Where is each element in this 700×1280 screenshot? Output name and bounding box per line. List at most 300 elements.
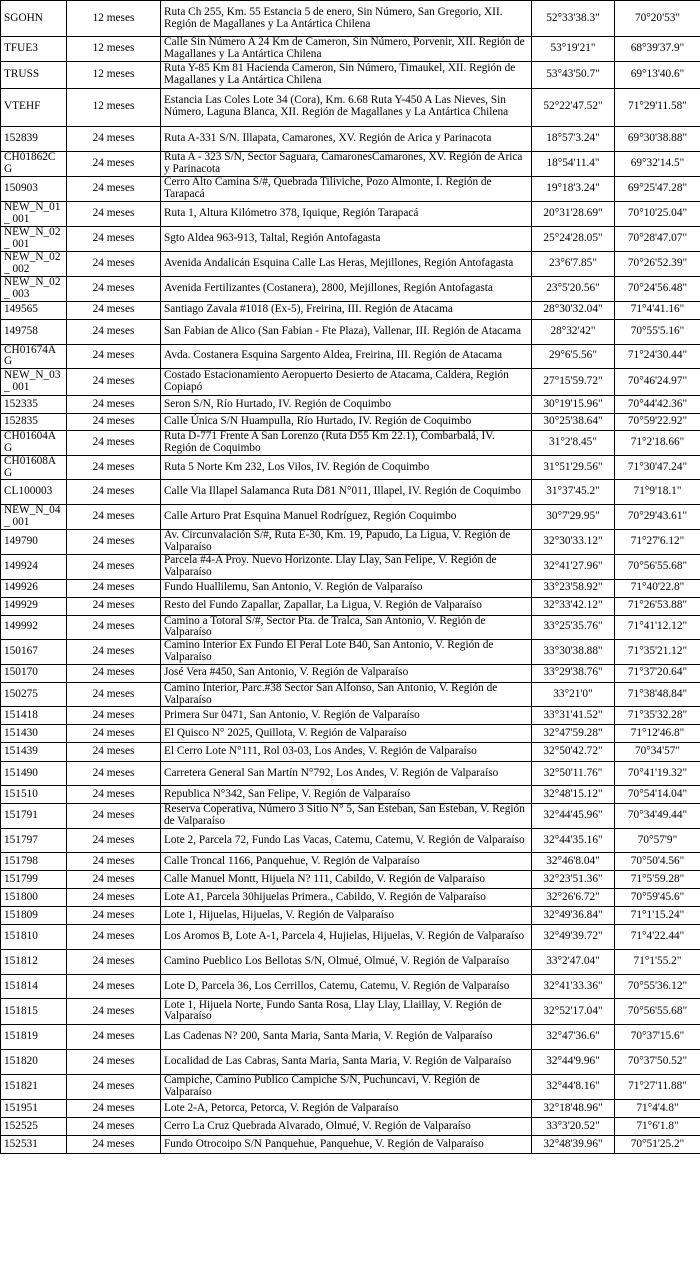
term-cell: 24 meses xyxy=(67,725,161,743)
site-code-cell: NEW_N_01_ 001 xyxy=(1,201,67,226)
latitude-cell: 32°18'48.96" xyxy=(532,1099,615,1117)
term-cell: 24 meses xyxy=(67,1135,161,1153)
address-cell: Parcela #4-A Proy. Nuevo Horizonte. Llay Llay, San Felipe, V. Región de Valparaíso xyxy=(161,554,532,579)
address-cell: Las Cadenas N? 200, Santa Maria, Santa Maria, V. Región de Valparaíso xyxy=(161,1024,532,1049)
site-code-cell: 151797 xyxy=(1,828,67,852)
longitude-cell: 71°24'30.44" xyxy=(615,344,700,369)
longitude-cell: 70°59'22.92" xyxy=(615,414,700,431)
longitude-cell: 70°54'14.04" xyxy=(615,786,700,804)
longitude-cell: 71°4'4.8" xyxy=(615,1099,700,1117)
term-cell: 24 meses xyxy=(67,707,161,725)
latitude-cell: 30°25'38.64" xyxy=(532,414,615,431)
latitude-cell: 33°30'38.88" xyxy=(532,640,615,665)
longitude-cell: 69°30'38.88" xyxy=(615,126,700,151)
term-cell: 24 meses xyxy=(67,852,161,870)
address-cell: Fundo Otrocoipo S/N Panquehue, Panquehue, V. Región de Valparaíso xyxy=(161,1135,532,1153)
table-row xyxy=(1,505,700,530)
longitude-cell: 70°29'43.61" xyxy=(615,505,700,530)
table-row xyxy=(1,615,700,640)
site-code-cell: CH01604AG xyxy=(1,431,67,456)
term-cell: 24 meses xyxy=(67,151,161,176)
latitude-cell: 52°22'47.52" xyxy=(532,88,615,126)
site-code-cell: 150170 xyxy=(1,664,67,682)
longitude-cell: 71°29'11.58" xyxy=(615,88,700,126)
latitude-cell: 32°41'33.36" xyxy=(532,974,615,998)
longitude-cell: 70°55'36.12" xyxy=(615,974,700,998)
address-cell: San Fabian de Alico (San Fabian - Fte Plaza), Vallenar, III. Región de Atacama xyxy=(161,319,532,344)
site-code-cell: NEW_N_02_ 003 xyxy=(1,276,67,301)
address-cell: Calle Manuel Montt, Hijuela N? 111, Cabildo, V. Región de Valparaíso xyxy=(161,870,532,888)
site-code-cell: 149926 xyxy=(1,579,67,597)
site-code-cell: NEW_N_04_ 001 xyxy=(1,505,67,530)
site-code-cell: VTEHF xyxy=(1,88,67,126)
longitude-cell: 69°13'40.6" xyxy=(615,61,700,88)
site-code-cell: CH01862CG xyxy=(1,151,67,176)
latitude-cell: 32°48'15.12" xyxy=(532,786,615,804)
longitude-cell: 68°39'37.9" xyxy=(615,37,700,62)
term-cell: 12 meses xyxy=(67,88,161,126)
table-row xyxy=(1,1099,700,1117)
address-cell: Santiago Zavala #1018 (Ex-5), Freirina, III. Región de Atacama xyxy=(161,301,532,319)
term-cell: 24 meses xyxy=(67,251,161,276)
latitude-cell: 32°49'36.84" xyxy=(532,906,615,924)
longitude-cell: 71°35'21.12" xyxy=(615,640,700,665)
term-cell: 24 meses xyxy=(67,786,161,804)
table-row xyxy=(1,888,700,906)
table-row xyxy=(1,151,700,176)
term-cell: 24 meses xyxy=(67,924,161,949)
table-row xyxy=(1,974,700,998)
latitude-cell: 30°7'29.95" xyxy=(532,505,615,530)
term-cell: 24 meses xyxy=(67,906,161,924)
latitude-cell: 33°29'38.76" xyxy=(532,664,615,682)
address-cell: El Cerro Lote N°111, Rol 03-03, Los Andes, V. Región de Valparaíso xyxy=(161,743,532,762)
address-cell: Camino Pueblico Los Bellotas S/N, Olmué, Olmué, V. Región de Valparaíso xyxy=(161,949,532,974)
table-row xyxy=(1,828,700,852)
latitude-cell: 32°47'59.28" xyxy=(532,725,615,743)
table-row xyxy=(1,664,700,682)
table-row xyxy=(1,804,700,829)
longitude-cell: 70°51'25.2" xyxy=(615,1135,700,1153)
latitude-cell: 32°49'39.72" xyxy=(532,924,615,949)
term-cell: 24 meses xyxy=(67,554,161,579)
table-row xyxy=(1,998,700,1024)
term-cell: 24 meses xyxy=(67,505,161,530)
longitude-cell: 70°50'4.56" xyxy=(615,852,700,870)
longitude-cell: 71°26'53.88" xyxy=(615,597,700,615)
site-code-cell: 151812 xyxy=(1,949,67,974)
latitude-cell: 32°48'39.96" xyxy=(532,1135,615,1153)
site-code-cell: 151510 xyxy=(1,786,67,804)
table-row xyxy=(1,786,700,804)
table-row xyxy=(1,201,700,226)
address-cell: Localidad de Las Cabras, Santa Maria, Santa Maria, V. Región de Valparaíso xyxy=(161,1049,532,1074)
address-cell: Calle Via Illapel Salamanca Ruta D81 N°011, Illapel, IV. Región de Coquimbo xyxy=(161,480,532,505)
term-cell: 24 meses xyxy=(67,1099,161,1117)
site-code-cell: 151798 xyxy=(1,852,67,870)
table-row xyxy=(1,88,700,126)
address-cell: Lote 1, Hijuelas, Hijuelas, V. Región de Valparaíso xyxy=(161,906,532,924)
table-row xyxy=(1,924,700,949)
longitude-cell: 70°46'24.97" xyxy=(615,369,700,396)
table-row xyxy=(1,1117,700,1135)
latitude-cell: 32°26'6.72" xyxy=(532,888,615,906)
address-cell: Carretera General San Martín N°792, Los Andes, V. Región de Valparaíso xyxy=(161,762,532,786)
term-cell: 24 meses xyxy=(67,949,161,974)
site-code-cell: 151490 xyxy=(1,762,67,786)
table-row xyxy=(1,682,700,707)
longitude-cell: 71°35'32.28" xyxy=(615,707,700,725)
site-code-cell: 152531 xyxy=(1,1135,67,1153)
term-cell: 24 meses xyxy=(67,226,161,251)
address-cell: Ruta A - 323 S/N, Sector Saguara, CamaronesCamarones, XV. Región de Arica y Parinacota xyxy=(161,151,532,176)
table-row xyxy=(1,61,700,88)
term-cell: 24 meses xyxy=(67,998,161,1024)
site-code-cell: 151821 xyxy=(1,1074,67,1099)
site-code-cell: 151815 xyxy=(1,998,67,1024)
site-code-cell: 151820 xyxy=(1,1049,67,1074)
longitude-cell: 70°37'15.6" xyxy=(615,1024,700,1049)
latitude-cell: 28°30'32.04" xyxy=(532,301,615,319)
address-cell: Cerro Alto Camina S/#, Quebrada Tiliviche, Pozo Almonte, I. Región de Tarapacá xyxy=(161,176,532,201)
term-cell: 24 meses xyxy=(67,414,161,431)
latitude-cell: 32°41'27.96" xyxy=(532,554,615,579)
latitude-cell: 31°51'29.56" xyxy=(532,455,615,480)
address-cell: Cerro La Cruz Quebrada Alvarado, Olmué, V. Región de Valparaíso xyxy=(161,1117,532,1135)
longitude-cell: 71°40'22.8" xyxy=(615,579,700,597)
site-code-cell: 149565 xyxy=(1,301,67,319)
latitude-cell: 23°6'7.85" xyxy=(532,251,615,276)
latitude-cell: 32°33'42.12" xyxy=(532,597,615,615)
table-row xyxy=(1,640,700,665)
longitude-cell: 71°38'48.84" xyxy=(615,682,700,707)
address-cell: Ruta 1, Altura Kilómetro 378, Iquique, Región Tarapacá xyxy=(161,201,532,226)
address-cell: Seron S/N, Río Hurtado, IV. Región de Coquimbo xyxy=(161,396,532,414)
site-code-cell: SGOHN xyxy=(1,1,67,37)
table-row xyxy=(1,554,700,579)
latitude-cell: 32°23'51.36" xyxy=(532,870,615,888)
latitude-cell: 20°31'28.69" xyxy=(532,201,615,226)
latitude-cell: 30°19'15.96" xyxy=(532,396,615,414)
term-cell: 24 meses xyxy=(67,762,161,786)
term-cell: 24 meses xyxy=(67,888,161,906)
term-cell: 24 meses xyxy=(67,201,161,226)
latitude-cell: 28°32'42" xyxy=(532,319,615,344)
table-row xyxy=(1,301,700,319)
table-row xyxy=(1,1074,700,1099)
address-cell: Primera Sur 0471, San Antonio, V. Región de Valparaíso xyxy=(161,707,532,725)
longitude-cell: 71°4'41.16" xyxy=(615,301,700,319)
longitude-cell: 70°41'19.32" xyxy=(615,762,700,786)
term-cell: 24 meses xyxy=(67,870,161,888)
term-cell: 24 meses xyxy=(67,431,161,456)
longitude-cell: 70°56'55.68" xyxy=(615,998,700,1024)
longitude-cell: 71°41'12.12" xyxy=(615,615,700,640)
longitude-cell: 70°59'45.6" xyxy=(615,888,700,906)
longitude-cell: 70°28'47.07" xyxy=(615,226,700,251)
term-cell: 24 meses xyxy=(67,126,161,151)
address-cell: El Quisco N° 2025, Quillota, V. Región de Valparaíso xyxy=(161,725,532,743)
site-code-cell: NEW_N_03_ 001 xyxy=(1,369,67,396)
latitude-cell: 19°18'3.24" xyxy=(532,176,615,201)
address-cell: Calle Troncal 1166, Panquehue, V. Región de Valparaíso xyxy=(161,852,532,870)
term-cell: 24 meses xyxy=(67,640,161,665)
table-row xyxy=(1,251,700,276)
latitude-cell: 32°50'11.76" xyxy=(532,762,615,786)
address-cell: Avda. Costanera Esquina Sargento Aldea, Freirina, III. Región de Atacama xyxy=(161,344,532,369)
table-row xyxy=(1,176,700,201)
site-code-cell: 150903 xyxy=(1,176,67,201)
term-cell: 24 meses xyxy=(67,828,161,852)
site-code-cell: 152835 xyxy=(1,414,67,431)
table-row xyxy=(1,344,700,369)
longitude-cell: 71°27'11.88" xyxy=(615,1074,700,1099)
term-cell: 24 meses xyxy=(67,743,161,762)
address-cell: Resto del Fundo Zapallar, Zapallar, La Ligua, V. Región de Valparaíso xyxy=(161,597,532,615)
address-cell: Los Aromos B, Lote A-1, Parcela 4, Hujielas, Hijuelas, V. Región de Valparaíso xyxy=(161,924,532,949)
longitude-cell: 70°24'56.48" xyxy=(615,276,700,301)
term-cell: 12 meses xyxy=(67,37,161,62)
term-cell: 24 meses xyxy=(67,579,161,597)
term-cell: 24 meses xyxy=(67,615,161,640)
latitude-cell: 33°2'47.04" xyxy=(532,949,615,974)
latitude-cell: 18°57'3.24" xyxy=(532,126,615,151)
table-row xyxy=(1,1024,700,1049)
term-cell: 24 meses xyxy=(67,1074,161,1099)
site-code-cell: CL100003 xyxy=(1,480,67,505)
table-row xyxy=(1,579,700,597)
latitude-cell: 23°5'20.56" xyxy=(532,276,615,301)
table-row xyxy=(1,126,700,151)
latitude-cell: 53°43'50.7" xyxy=(532,61,615,88)
table-row xyxy=(1,1135,700,1153)
longitude-cell: 71°6'1.8" xyxy=(615,1117,700,1135)
term-cell: 24 meses xyxy=(67,974,161,998)
site-code-cell: NEW_N_02_ 002 xyxy=(1,251,67,276)
address-cell: Camino a Totoral S/#, Sector Pta. de Tralca, San Antonio, V. Región de Valparaíso xyxy=(161,615,532,640)
site-code-cell: 151800 xyxy=(1,888,67,906)
site-code-cell: CH01674AG xyxy=(1,344,67,369)
address-cell: Lote 1, Hijuela Norte, Fundo Santa Rosa, Llay Llay, Llaillay, V. Región de Valparaíso xyxy=(161,998,532,1024)
site-code-cell: 149924 xyxy=(1,554,67,579)
longitude-cell: 70°10'25.04" xyxy=(615,201,700,226)
longitude-cell: 69°32'14.5" xyxy=(615,151,700,176)
latitude-cell: 32°44'45.96" xyxy=(532,804,615,829)
longitude-cell: 70°37'50.52" xyxy=(615,1049,700,1074)
latitude-cell: 32°44'35.16" xyxy=(532,828,615,852)
site-code-cell: 151430 xyxy=(1,725,67,743)
table-row xyxy=(1,870,700,888)
address-cell: Ruta D-771 Frente A San Lorenzo (Ruta D55 Km 22.1), Combarbalá, IV. Región de Coquimbo xyxy=(161,431,532,456)
latitude-cell: 32°46'8.04" xyxy=(532,852,615,870)
site-code-cell: 151810 xyxy=(1,924,67,949)
latitude-cell: 53°19'21" xyxy=(532,37,615,62)
longitude-cell: 71°1'15.24" xyxy=(615,906,700,924)
longitude-cell: 70°34'57" xyxy=(615,743,700,762)
term-cell: 24 meses xyxy=(67,344,161,369)
longitude-cell: 71°4'22.44" xyxy=(615,924,700,949)
site-code-cell: 151809 xyxy=(1,906,67,924)
address-cell: Ruta A-331 S/N. Illapata, Camarones, XV. Región de Arica y Parinacota xyxy=(161,126,532,151)
site-code-cell: 151814 xyxy=(1,974,67,998)
address-cell: Calle Arturo Prat Esquina Manuel Rodríguez, Región Coquimbo xyxy=(161,505,532,530)
latitude-cell: 33°31'41.52" xyxy=(532,707,615,725)
table-row xyxy=(1,597,700,615)
longitude-cell: 71°30'47.24" xyxy=(615,455,700,480)
table-row xyxy=(1,1,700,37)
address-cell: Lote D, Parcela 36, Los Cerrillos, Catemu, Catemu, V. Región de Valparaíso xyxy=(161,974,532,998)
longitude-cell: 70°56'55.68" xyxy=(615,554,700,579)
longitude-cell: 71°1'55.2" xyxy=(615,949,700,974)
table-row xyxy=(1,455,700,480)
site-code-cell: TFUE3 xyxy=(1,37,67,62)
table-row xyxy=(1,906,700,924)
table-row xyxy=(1,529,700,554)
term-cell: 24 meses xyxy=(67,804,161,829)
site-code-cell: 151791 xyxy=(1,804,67,829)
site-code-cell: 150167 xyxy=(1,640,67,665)
table-row xyxy=(1,226,700,251)
latitude-cell: 31°2'8.45" xyxy=(532,431,615,456)
site-code-cell: 152525 xyxy=(1,1117,67,1135)
longitude-cell: 71°2'18.66" xyxy=(615,431,700,456)
site-code-cell: 151418 xyxy=(1,707,67,725)
longitude-cell: 71°37'20.64" xyxy=(615,664,700,682)
term-cell: 24 meses xyxy=(67,396,161,414)
term-cell: 24 meses xyxy=(67,1049,161,1074)
latitude-cell: 33°21'0" xyxy=(532,682,615,707)
table-row xyxy=(1,396,700,414)
latitude-cell: 32°47'36.6" xyxy=(532,1024,615,1049)
site-code-cell: 150275 xyxy=(1,682,67,707)
address-cell: Camino Interior, Parc.#38 Sector San Alfonso, San Antonio, V. Región de Valparaíso xyxy=(161,682,532,707)
address-cell: Campiche, Camino Publico Campiche S/N, Puchuncavi, V. Región de Valparaíso xyxy=(161,1074,532,1099)
term-cell: 24 meses xyxy=(67,276,161,301)
latitude-cell: 32°44'9.96" xyxy=(532,1049,615,1074)
longitude-cell: 70°57'9" xyxy=(615,828,700,852)
site-code-cell: 151951 xyxy=(1,1099,67,1117)
site-code-cell: 151819 xyxy=(1,1024,67,1049)
site-code-cell: 149929 xyxy=(1,597,67,615)
latitude-cell: 18°54'11.4" xyxy=(532,151,615,176)
address-cell: Costado Estacionamiento Aeropuerto Desierto de Atacama, Caldera, Región Copiapó xyxy=(161,369,532,396)
address-cell: Estancia Las Coles Lote 34 (Cora), Km. 6.68 Ruta Y-450 A Las Nieves, Sin Número, Laguna Blanca, XII. Región de Magallanes y La Antártica Chilena xyxy=(161,88,532,126)
table-row xyxy=(1,743,700,762)
longitude-cell: 70°20'53" xyxy=(615,1,700,37)
latitude-cell: 29°6'5.56" xyxy=(532,344,615,369)
latitude-cell: 33°25'35.76" xyxy=(532,615,615,640)
latitude-cell: 32°50'42.72" xyxy=(532,743,615,762)
address-cell: Ruta Ch 255, Km. 55 Estancia 5 de enero, Sin Número, San Gregorio, XII. Región de Magallanes y La Antártica Chilena xyxy=(161,1,532,37)
site-code-cell: 149790 xyxy=(1,529,67,554)
address-cell: Avenida Fertilizantes (Costanera), 2800, Mejillones, Región Antofagasta xyxy=(161,276,532,301)
address-cell: Calle Sin Número A 24 Km de Cameron, Sin Número, Porvenir, XII. Región de Magallanes y La Antártica Chilena xyxy=(161,37,532,62)
address-cell: Lote A1, Parcela 30hijuelas Primera., Cabildo, V. Región de Valparaíso xyxy=(161,888,532,906)
table-row xyxy=(1,725,700,743)
address-cell: Ruta Y-85 Km 81 Hacienda Cameron, Sin Número, Timaukel, XII. Región de Magallanes y La Antártica Chilena xyxy=(161,61,532,88)
term-cell: 24 meses xyxy=(67,301,161,319)
table-row xyxy=(1,369,700,396)
latitude-cell: 27°15'59.72" xyxy=(532,369,615,396)
table-row xyxy=(1,319,700,344)
latitude-cell: 31°37'45.2" xyxy=(532,480,615,505)
latitude-cell: 33°3'20.52" xyxy=(532,1117,615,1135)
table-row xyxy=(1,949,700,974)
table-row xyxy=(1,480,700,505)
term-cell: 24 meses xyxy=(67,319,161,344)
address-cell: Fundo Huallilemu, San Antonio, V. Región de Valparaíso xyxy=(161,579,532,597)
address-cell: Sgto Aldea 963-913, Taltal, Región Antofagasta xyxy=(161,226,532,251)
term-cell: 12 meses xyxy=(67,61,161,88)
sites-table-body xyxy=(1,1,700,1154)
table-row xyxy=(1,852,700,870)
latitude-cell: 52°33'38.3" xyxy=(532,1,615,37)
latitude-cell: 32°44'8.16" xyxy=(532,1074,615,1099)
table-row xyxy=(1,1049,700,1074)
longitude-cell: 71°27'6.12" xyxy=(615,529,700,554)
longitude-cell: 71°9'18.1" xyxy=(615,480,700,505)
address-cell: Avenida Andalicán Esquina Calle Las Heras, Mejillones, Región Antofagasta xyxy=(161,251,532,276)
term-cell: 24 meses xyxy=(67,176,161,201)
address-cell: Camino Interior Ex Fundo El Peral Lote B40, San Antonio, V. Región de Valparaíso xyxy=(161,640,532,665)
table-row xyxy=(1,431,700,456)
term-cell: 24 meses xyxy=(67,664,161,682)
address-cell: Reserva Coperativa, Número 3 Sitio N° 5, San Esteban, San Esteban, V. Región de Valparaíso xyxy=(161,804,532,829)
table-row xyxy=(1,707,700,725)
site-code-cell: 152839 xyxy=(1,126,67,151)
site-code-cell: 151799 xyxy=(1,870,67,888)
term-cell: 24 meses xyxy=(67,480,161,505)
address-cell: Lote 2-A, Petorca, Petorca, V. Región de Valparaíso xyxy=(161,1099,532,1117)
longitude-cell: 69°25'47.28" xyxy=(615,176,700,201)
address-cell: Republica N°342, San Felipe, V. Región de Valparaíso xyxy=(161,786,532,804)
site-code-cell: TRUSS xyxy=(1,61,67,88)
address-cell: Av. Circunvalación S/#, Ruta E-30, Km. 19, Papudo, La Ligua, V. Región de Valparaíso xyxy=(161,529,532,554)
table-row xyxy=(1,762,700,786)
longitude-cell: 70°34'49.44" xyxy=(615,804,700,829)
term-cell: 24 meses xyxy=(67,455,161,480)
table-row xyxy=(1,37,700,62)
table-row xyxy=(1,414,700,431)
address-cell: Ruta 5 Norte Km 232, Los Vilos, IV. Región de Coquimbo xyxy=(161,455,532,480)
term-cell: 24 meses xyxy=(67,529,161,554)
site-code-cell: 151439 xyxy=(1,743,67,762)
longitude-cell: 70°44'42.36" xyxy=(615,396,700,414)
longitude-cell: 70°55'5.16" xyxy=(615,319,700,344)
address-cell: Calle Única S/N Huampulla, Río Hurtado, IV. Región de Coquimbo xyxy=(161,414,532,431)
site-code-cell: 149758 xyxy=(1,319,67,344)
table-row xyxy=(1,276,700,301)
site-code-cell: 149992 xyxy=(1,615,67,640)
longitude-cell: 71°5'59.28" xyxy=(615,870,700,888)
latitude-cell: 32°30'33.12" xyxy=(532,529,615,554)
latitude-cell: 32°52'17.04" xyxy=(532,998,615,1024)
term-cell: 24 meses xyxy=(67,1117,161,1135)
latitude-cell: 33°23'58.92" xyxy=(532,579,615,597)
longitude-cell: 71°12'46.8" xyxy=(615,725,700,743)
term-cell: 12 meses xyxy=(67,1,161,37)
longitude-cell: 70°26'52.39" xyxy=(615,251,700,276)
term-cell: 24 meses xyxy=(67,369,161,396)
site-code-cell: CH01608AG xyxy=(1,455,67,480)
address-cell: José Vera #450, San Antonio, V. Región de Valparaíso xyxy=(161,664,532,682)
term-cell: 24 meses xyxy=(67,1024,161,1049)
site-code-cell: 152335 xyxy=(1,396,67,414)
address-cell: Lote 2, Parcela 72, Fundo Las Vacas, Catemu, Catemu, V. Región de Valparaíso xyxy=(161,828,532,852)
latitude-cell: 25°24'28.05" xyxy=(532,226,615,251)
site-code-cell: NEW_N_02_ 001 xyxy=(1,226,67,251)
term-cell: 24 meses xyxy=(67,597,161,615)
